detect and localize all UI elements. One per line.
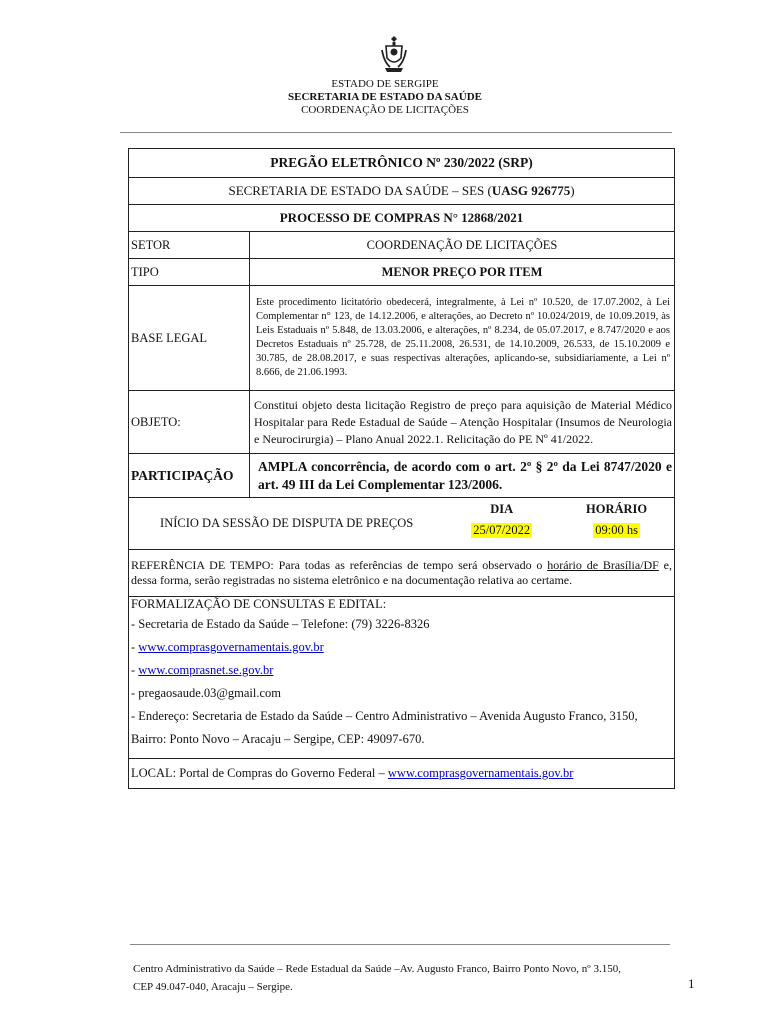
sessao-cell [129, 498, 675, 550]
formalizacao-endereco-line2: Bairro: Ponto Novo – Aracaju – Sergipe, CEP: 49097-670. [131, 732, 425, 746]
sessao-label: INÍCIO DA SESSÃO DE DISPUTA DE PREÇOS [160, 516, 414, 530]
referencia-row [129, 550, 675, 597]
footer-address [133, 960, 673, 996]
horario-value: 09:00 hs [595, 523, 638, 537]
dia-label: DIA [490, 502, 514, 516]
footer-line1: Centro Administrativo da Saúde – Rede Estadual da Saúde –Av. Augusto Franco, Bairro Ponto Novo, nº 3.150, [133, 963, 621, 975]
page-number: 1 [688, 976, 695, 991]
referencia-prefix: REFERÊNCIA DE TEMPO: Para todas as referências de tempo será observado o [131, 558, 548, 572]
objeto-value: Constitui objeto desta licitação Registro de preço para aquisição de Material Médico Hospitalar para Rede Estadual de Saúde – Atenção Hospitalar (Insumos de Neurologia e Neurocirurgia) – Plano Anual 2022.1. Relicitação do PE Nº 41/2022. [250, 391, 675, 454]
tipo-value: MENOR PREÇO POR ITEM [250, 259, 675, 286]
secretaria-prefix: SECRETARIA DE ESTADO DA SAÚDE – SES ( [228, 183, 492, 198]
sessao-subtable [129, 498, 674, 549]
formalizacao-cell [129, 597, 675, 759]
header-coordenacao: COORDENAÇÃO DE LICITAÇÕES [301, 104, 469, 116]
header-state: ESTADO DE SERGIPE [331, 78, 439, 90]
footer-line2: CEP 49.047-040, Aracaju – Sergipe. [133, 981, 293, 993]
formalizacao-phone: - Secretaria de Estado da Saúde – Telefone: (79) 3226-8326 [131, 617, 430, 631]
secretaria-suffix: ) [570, 183, 575, 198]
secretaria-title [129, 178, 675, 205]
header-divider [120, 132, 672, 133]
base-legal-value: Este procedimento licitatório obedecerá, integralmente, à Lei nº 10.520, de 17.07.2002, à Lei Complementar n° 123, de 14.12.2006, e alterações, ao Decreto nº 10.024/2019, de 10.09.2019, às Leis Estaduais nº 5.848, de 13.03.2006, e alterações, nº 8.234, de 05.07.2017, e 8.747/2020 e aos Decretos Estaduais nº 25.728, de 25.11.2008, 26.531, de 14.10.2009, 26.533, de 15.10.2009 e 30.785, de 28.08.2017, e suas respectivas alterações, aplicando-se, subsidiariamente, a Lei nº 8.666, de 21.06.1993. [250, 286, 675, 391]
objeto-row [129, 391, 675, 454]
header-secretaria: SECRETARIA DE ESTADO DA SAÚDE [288, 91, 482, 103]
local-text [129, 759, 675, 789]
comprasgovernamentais-link[interactable]: www.comprasgovernamentais.gov.br [138, 640, 324, 654]
formalizacao-row [129, 597, 675, 759]
horario-brasilia-link: horário de Brasília/DF [547, 558, 659, 572]
setor-row [129, 232, 675, 259]
formalizacao-endereco-line1: - Endereço: Secretaria de Estado da Saúde – Centro Administrativo – Avenida Augusto Franco, 3150, [131, 709, 638, 723]
local-comprasgovernamentais-link[interactable]: www.comprasgovernamentais.gov.br [387, 766, 574, 780]
uasg-code: UASG 926775 [491, 183, 571, 198]
pregao-title: PREGÃO ELETRÔNICO Nº 230/2022 (SRP) [129, 149, 675, 178]
formalizacao-comprasnet [131, 659, 672, 682]
base-legal-label: BASE LEGAL [129, 286, 250, 391]
tipo-row [129, 259, 675, 286]
local-row [129, 759, 675, 789]
objeto-label: OBJETO: [129, 391, 250, 454]
edital-summary-table [128, 148, 675, 789]
sessao-row [129, 498, 675, 550]
participacao-row [129, 454, 675, 498]
horario-label: HORÁRIO [586, 502, 648, 516]
setor-label: SETOR [129, 232, 250, 259]
formalizacao-title: FORMALIZAÇÃO DE CONSULTAS E EDITAL: [131, 597, 387, 611]
local-prefix: LOCAL: Portal de Compras do Governo Federal – [131, 766, 388, 780]
processo-title: PROCESSO DE COMPRAS N° 12868/2021 [129, 205, 675, 232]
formalizacao-comprasgov [131, 636, 672, 659]
formalizacao-email: - pregaosaude.03@gmail.com [131, 686, 282, 700]
setor-value: COORDENAÇÃO DE LICITAÇÕES [250, 232, 675, 259]
dash-2: - [131, 640, 139, 654]
dash-3: - [131, 663, 139, 677]
processo-row [129, 205, 675, 232]
referencia-suffix: e, dessa forma, serão registradas no sistema eletrônico e na documentação relativa ao certame. [131, 558, 673, 587]
participacao-value: AMPLA concorrência, de acordo com o art. 2º § 2º da Lei 8747/2020 e art. 49 III da Lei Complementar 123/2006. [250, 454, 675, 498]
base-legal-row [129, 286, 675, 391]
participacao-label: PARTICIPAÇÃO [129, 454, 250, 498]
state-coat-of-arms-icon [380, 34, 408, 74]
dia-cell [444, 498, 559, 549]
tipo-label: TIPO [129, 259, 250, 286]
horario-cell [559, 498, 674, 549]
referencia-text [129, 550, 675, 597]
footer-divider [130, 944, 670, 945]
secretaria-row [129, 178, 675, 205]
dia-value: 25/07/2022 [473, 523, 531, 537]
comprasnet-link[interactable]: www.comprasnet.se.gov.br [138, 663, 274, 677]
title-row [129, 149, 675, 178]
